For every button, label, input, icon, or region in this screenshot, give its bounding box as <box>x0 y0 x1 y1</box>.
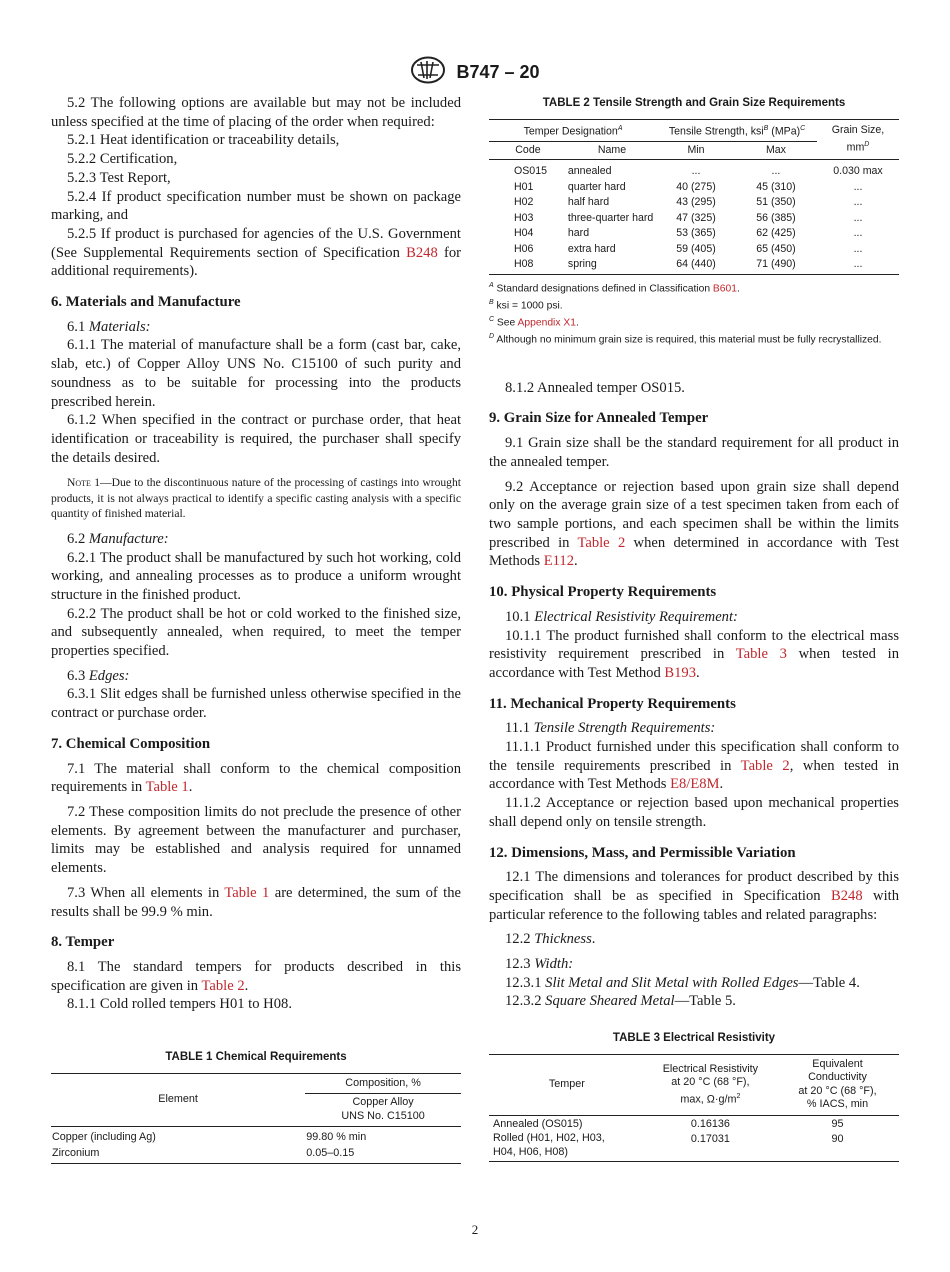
para-5-2-1: 5.2.1 Heat identification or traceability details, <box>67 132 340 149</box>
ref-table-2-link[interactable]: Table 2 <box>740 757 790 774</box>
table-row: H08 spring 64 (440) 71 (490) ... <box>489 257 899 274</box>
para-6-2: 6.2 Manufacture: <box>67 530 169 547</box>
ref-b601-link[interactable]: B601 <box>712 283 737 295</box>
ref-b248-link[interactable]: B248 <box>831 887 863 904</box>
table-row: H02 half hard 43 (295) 51 (350) ... <box>514 196 863 209</box>
para-6-2-2: 6.2.2 The product shall be hot or cold worked to the finished size, and subsequently annealed, when required, to meet the temper properties specified. <box>51 605 461 660</box>
para-6-1-1: 6.1.1 The material of manufacture shall be a form (cast bar, cake, slab, etc.) of Copper Alloy UNS No. C15100 of such purity and soundness as to be suitable for processing into the products prescribed herein. <box>51 337 461 410</box>
ref-b193-link[interactable]: B193 <box>664 664 697 681</box>
footnote-b: $^B$ ksi = 1000 psi. <box>489 299 563 312</box>
heading-10: 10. Physical Property Requirements <box>489 584 717 601</box>
table-1 <box>51 1048 461 1164</box>
ref-appendix-x1-link[interactable]: Appendix X1 <box>517 317 576 329</box>
ref-table-3-link[interactable]: Table 3 <box>735 646 787 663</box>
table-2-title: TABLE 2 Tensile Strength and Grain Size Requirements <box>542 97 846 109</box>
table-row: Rolled (H01, H02, H03, H04, H06, H08) 0.17031 90 <box>489 1132 899 1162</box>
page-number: 2 <box>471 1222 479 1237</box>
ref-table-2-link[interactable]: Table 2 <box>201 977 245 994</box>
para-8-1-1: 8.1.1 Cold rolled tempers H01 to H08. <box>67 996 292 1013</box>
para-6-3-1: 6.3.1 Slit edges shall be furnished unless otherwise specified in the contract or purchase order. <box>51 686 461 722</box>
right-column <box>489 94 899 1162</box>
para-6-2-1: 6.2.1 The product shall be manufactured by such hot working, cold working, and annealing processes as to produce a uniform wrought structure in the finished product. <box>51 549 461 603</box>
table-2-header-grain: Grain Size, $mm^D$ <box>817 119 899 160</box>
page-header <box>0 56 950 89</box>
heading-8: 8. Temper <box>51 934 115 951</box>
table-row: Annealed (OS015) 0.16136 95 <box>493 1117 844 1130</box>
para-5-2-3: 5.2.3 Test Report, <box>67 169 171 186</box>
table-2: TABLE 2 Tensile Strength and Grain Size Requirements Temper Designation$^A$ Tensile Strength, ksi$^B$ (MPa)$^C$ Grain Size, $mm^D$ Code Name Min Max OS015 annealed ... ... 0.030 max H01 quarter hard 40 (275) 45 (310) ... H02 half hard 43 (295) 51 (350) ... H03 three-quarter hard 47 (325) 56 (385) ... H04 hard 53 (365) 62 (425) ... H06 extra hard 59 (405) 65 (450) ... H08 spring 64 (440) 71 (490) ... $^A$ Standard designations defined in Classification B601. $^B$ ksi = 1000 psi. $^C$ See Appendix X1. $^D$ Although no minimum grain size is required, this material must be fully recrystallized. <box>489 94 899 347</box>
ref-e8-e8m-link[interactable]: E8/E8M <box>670 776 720 793</box>
table-row: OS015 annealed ... ... 0.030 max <box>514 164 883 177</box>
table-row: H01 quarter hard 40 (275) 45 (310) ... <box>514 180 863 193</box>
para-9-1: 9.1 Grain size shall be the standard requirement for all product in the annealed temper. <box>489 435 899 470</box>
table-1-header-composition: Composition, % <box>305 1073 461 1094</box>
para-5-2: 5.2 The following options are available but may not be included unless specified at the time of placing of the order when required: <box>51 95 461 130</box>
footnote-d: $^D$ Although no minimum grain size is required, this material must be fully recrystallized. <box>489 332 882 346</box>
para-12-3-1: 12.3.1 Slit Metal and Slit Metal with Rolled Edges—Table 4. <box>505 974 860 991</box>
para-6-1: 6.1 Materials: <box>67 318 151 335</box>
table-2-footnotes <box>489 279 899 347</box>
table-3-header-resistivity: Electrical Resistivity at 20 °C (68 °F), max, $\Omega\cdot g/m^2$ <box>662 1062 759 1106</box>
table-row: H06 extra hard 59 (405) 65 (450) ... <box>514 242 863 255</box>
para-7-1: 7.1 The material shall conform to the chemical composition requirements in Table 1. <box>51 760 461 796</box>
table-row: Zirconium 0.05–0.15 <box>51 1146 461 1164</box>
table-3-header-temper: Temper <box>548 1078 585 1091</box>
standard-code: B747 – 20 <box>456 62 540 82</box>
left-column <box>51 94 461 1164</box>
ref-table-1-link[interactable]: Table 1 <box>145 779 189 796</box>
footnote-a: $^A$ Standard designations defined in Classification B601. <box>489 282 740 295</box>
para-10-1: 10.1 Electrical Resistivity Requirement: <box>505 608 738 625</box>
para-9-2: 9.2 Acceptance or rejection based upon grain size shall depend only on the average grain size of a test specimen taken from each of two sample portions, and each specimen shall be within the limits prescribed in Table 2 when determined in accordance with Test Methods E112. <box>489 478 899 570</box>
para-11-1: 11.1 Tensile Strength Requirements: <box>505 720 716 737</box>
table-3-header-conductivity: Equivalent Conductivity at 20 °C (68 °F), % IACS, min <box>798 1057 877 1111</box>
para-8-1: 8.1 The standard tempers for products described in this specification are given in Table 2. <box>51 958 461 994</box>
ref-e112-link[interactable]: E112 <box>543 553 574 570</box>
note-1: Note 1—Due to the discontinuous nature of the processing of castings into wrought products, it is not always practical to identify a specific casting analysis with a specific quantity of finished material. <box>51 476 461 521</box>
table-row: H04 hard 53 (365) 62 (425) ... <box>514 227 863 240</box>
table-2-header-temper: Temper Designation$^A$ <box>489 119 657 141</box>
ref-table-2-link[interactable]: Table 2 <box>577 534 626 551</box>
para-5-2-5: 5.2.5 If product is purchased for agencies of the U.S. Government (See Supplemental Requirements section of Specification B248 for additional requirements). <box>51 225 461 280</box>
para-5-2-2: 5.2.2 Certification, <box>67 151 178 168</box>
heading-9: 9. Grain Size for Annealed Temper <box>489 410 709 427</box>
heading-11: 11. Mechanical Property Requirements <box>489 695 736 712</box>
para-7-3: 7.3 When all elements in Table 1 are determined, the sum of the results shall be 99.9 % min. <box>51 884 461 920</box>
table-3-title: TABLE 3 Electrical Resistivity <box>612 1032 776 1045</box>
table-row: H03 three-quarter hard 47 (325) 56 (385) ... <box>514 211 863 224</box>
table-2-header-tensile: Tensile Strength, ksi$^B$ (MPa)$^C$ <box>657 119 817 141</box>
para-6-1-2: 6.1.2 When specified in the contract or purchase order, that heat identification or traceability is required, the purchaser shall specify the details desired. <box>51 412 461 466</box>
ref-table-1-link[interactable]: Table 1 <box>224 884 270 901</box>
table-1-header-element: Element <box>51 1073 305 1127</box>
para-12-3: 12.3 Width: <box>505 956 574 973</box>
table-1-title: TABLE 1 Chemical Requirements <box>165 1051 347 1064</box>
heading-7: 7. Chemical Composition <box>51 735 211 752</box>
para-12-3-2: 12.3.2 Square Sheared Metal—Table 5. <box>505 993 736 1010</box>
para-11-1-2: 11.1.2 Acceptance or rejection based upon mechanical properties shall depend only on tensile strength. <box>489 795 899 830</box>
table-1-header-alloy: Copper Alloy UNS No. C15100 <box>305 1094 461 1127</box>
ref-b248-link[interactable]: B248 <box>406 244 438 261</box>
para-11-1-1: 11.1.1 Product furnished under this specification shall conform to the tensile requirements prescribed in Table 2, when tested in accordance with Test Methods E8/E8M. <box>489 739 899 793</box>
para-12-2: 12.2 Thickness. <box>505 931 596 948</box>
para-5-2-4: 5.2.4 If product specification number must be shown on package marking, and <box>51 188 461 224</box>
astm-logo-icon <box>410 56 446 89</box>
heading-12: 12. Dimensions, Mass, and Permissible Variation <box>489 844 796 861</box>
para-6-3: 6.3 Edges: <box>67 667 130 684</box>
table-row: Copper (including Ag) 99.80 % min <box>52 1131 367 1144</box>
para-12-1: 12.1 The dimensions and tolerances for product described by this specification shall be as specified in Specification B248 with particular reference to the following tables and related paragraphs: <box>489 869 899 923</box>
para-10-1-1: 10.1.1 The product furnished shall conform to the electrical mass resistivity requirement prescribed in Table 3 when tested in accordance with Test Method B193. <box>489 627 900 681</box>
table-3 <box>489 1029 899 1162</box>
para-8-1-2: 8.1.2 Annealed temper OS015. <box>505 379 685 396</box>
para-7-2: 7.2 These composition limits do not preclude the presence of other elements. By agreement between the manufacturer and purchaser, limits may be established and analysis required for unnamed elements. <box>51 804 461 877</box>
footnote-c: $^C$ See Appendix X1. <box>489 315 579 329</box>
heading-6: 6. Materials and Manufacture <box>51 294 241 311</box>
